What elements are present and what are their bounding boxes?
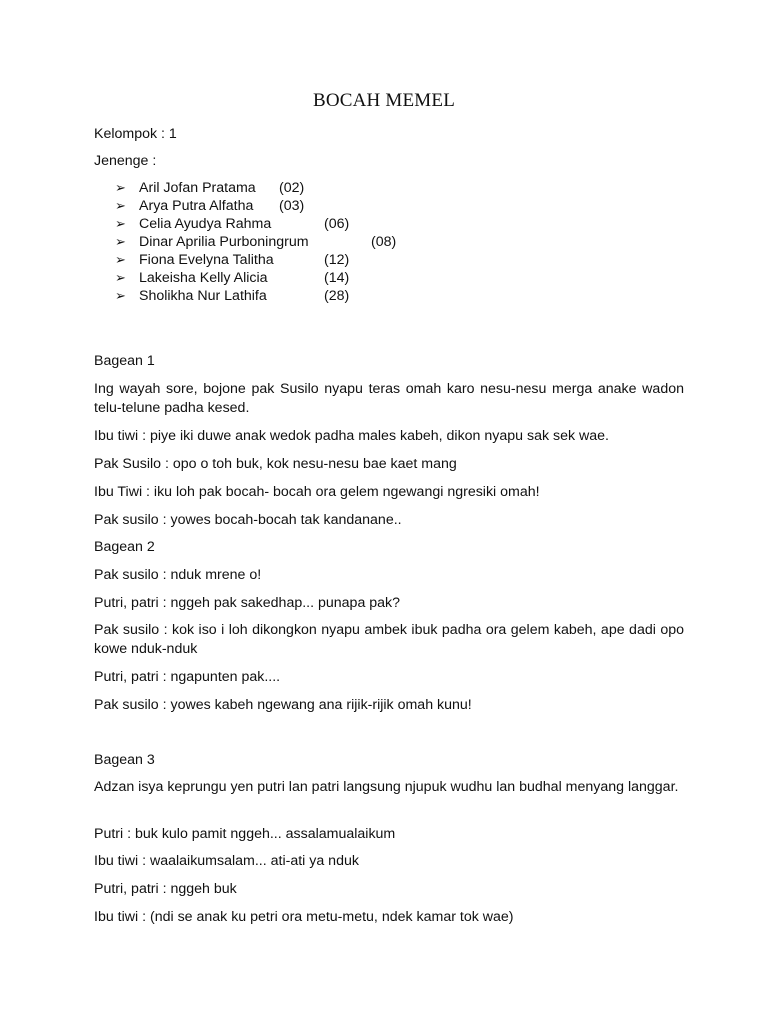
member-number: (28): [324, 288, 350, 304]
arrow-bullet-icon: ➢: [115, 180, 126, 195]
member-number: (06): [324, 216, 350, 232]
narration-paragraph: Ing wayah sore, bojone pak Susilo nyapu teras omah karo nesu-nesu merga anake wadon telu-telune padha kesed.: [94, 381, 684, 416]
dialogue-line: Putri, patri : nggeh buk: [94, 881, 237, 897]
dialogue-line: Pak susilo : nduk mrene o!: [94, 567, 262, 583]
arrow-bullet-icon: ➢: [115, 288, 126, 303]
member-number: (02): [279, 180, 305, 196]
dialogue-line: Pak susilo : yowes bocah-bocah tak kandanane..: [94, 512, 402, 528]
dialogue-line: Putri : buk kulo pamit nggeh... assalamualaikum: [94, 826, 396, 842]
dialogue-line: Ibu tiwi : waalaikumsalam... ati-ati ya nduk: [94, 853, 359, 869]
dialogue-line: Putri, patri : ngapunten pak....: [94, 669, 281, 685]
dialogue-paragraph: Pak susilo : kok iso i loh dikongkon nyapu ambek ibuk padha ora gelem kabeh, ape dadi opo kowe nduk-nduk: [94, 622, 684, 657]
member-name: Aril Jofan Pratama: [139, 180, 256, 196]
dialogue-line: Putri, patri : nggeh pak sakedhap... punapa pak?: [94, 595, 401, 611]
member-name: Lakeisha Kelly Alicia: [139, 270, 268, 286]
narration-paragraph: Adzan isya keprungu yen putri lan patri langsung njupuk wudhu lan budhal menyang langgar.: [94, 779, 679, 795]
member-name: Celia Ayudya Rahma: [139, 216, 272, 232]
arrow-bullet-icon: ➢: [115, 216, 126, 231]
arrow-bullet-icon: ➢: [115, 270, 126, 285]
member-name: Dinar Aprilia Purboningrum: [139, 234, 309, 250]
dialogue-line: Ibu tiwi : piye iki duwe anak wedok padha males kabeh, dikon nyapu sak sek wae.: [94, 428, 609, 444]
document-title: BOCAH MEMEL: [312, 90, 456, 111]
member-number: (14): [324, 270, 350, 286]
member-number: (03): [279, 198, 305, 214]
arrow-bullet-icon: ➢: [115, 234, 126, 249]
dialogue-line: Pak susilo : yowes kabeh ngewang ana rijik-rijik omah kunu!: [94, 697, 472, 713]
bagean-2-heading: Bagean 2: [94, 539, 155, 555]
dialogue-line: Ibu Tiwi : iku loh pak bocah- bocah ora gelem ngewangi ngresiki omah!: [94, 484, 540, 500]
member-name: Fiona Evelyna Talitha: [139, 252, 274, 268]
member-number: (12): [324, 252, 350, 268]
member-name: Arya Putra Alfatha: [139, 198, 254, 214]
dialogue-line: Ibu tiwi : (ndi se anak ku petri ora metu-metu, ndek kamar tok wae): [94, 909, 514, 925]
arrow-bullet-icon: ➢: [115, 252, 126, 267]
arrow-bullet-icon: ➢: [115, 198, 126, 213]
bagean-1-heading: Bagean 1: [94, 353, 155, 369]
kelompok-line: Kelompok : 1: [94, 126, 177, 142]
member-number: (08): [371, 234, 397, 250]
member-name: Sholikha Nur Lathifa: [139, 288, 267, 304]
dialogue-line: Pak Susilo : opo o toh buk, kok nesu-nesu bae kaet mang: [94, 456, 457, 472]
bagean-3-heading: Bagean 3: [94, 752, 155, 768]
jenenge-label: Jenenge :: [94, 153, 157, 169]
